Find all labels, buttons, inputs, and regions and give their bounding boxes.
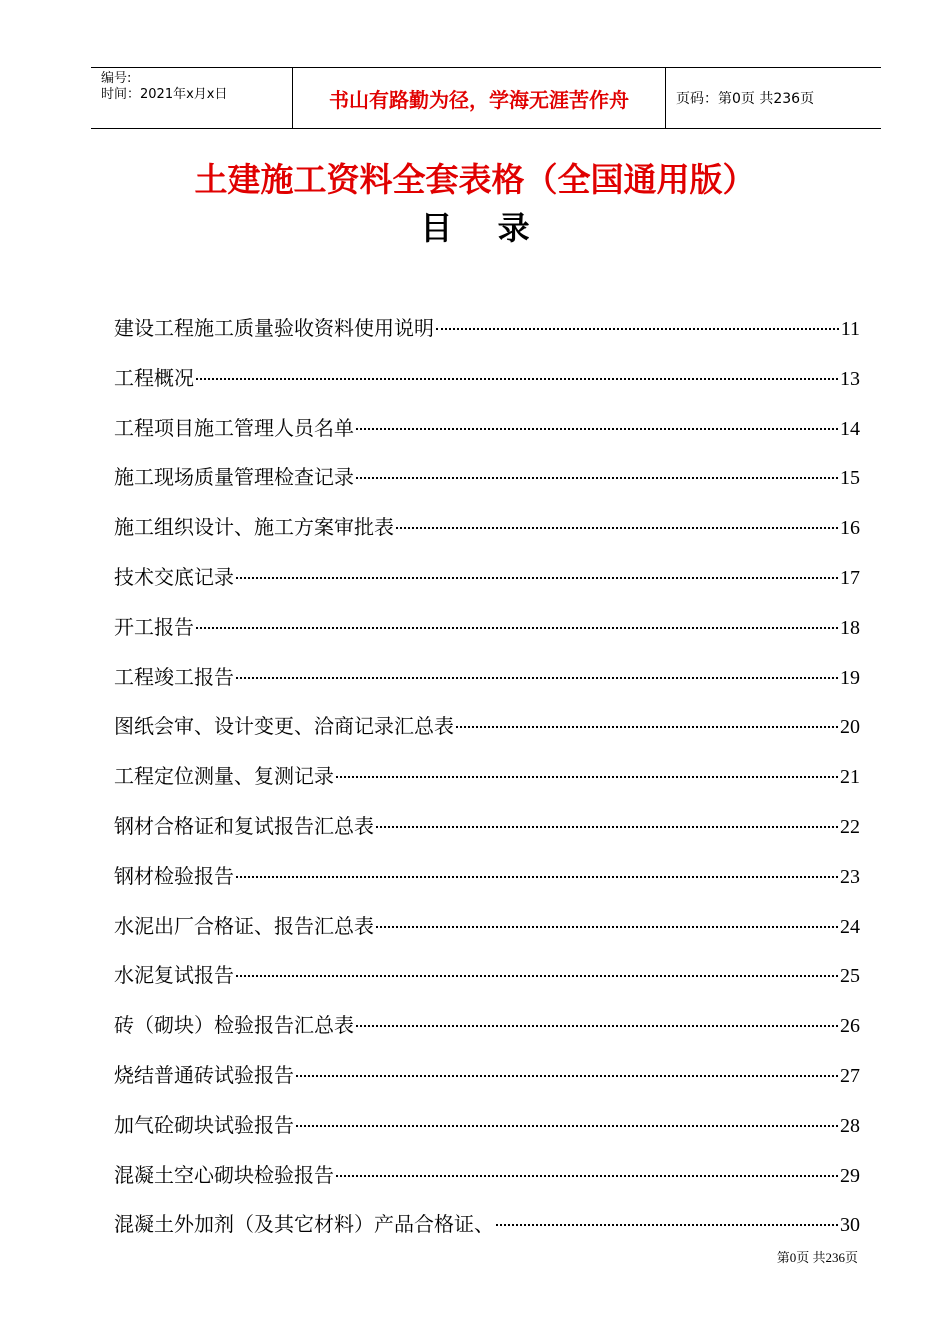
toc-dot-leader [196, 378, 838, 380]
toc-entry[interactable] [114, 655, 860, 705]
document-title: 土建施工资料全套表格（全国通用版） [194, 160, 756, 199]
toc-dot-leader [356, 428, 838, 430]
toc-dot-leader [396, 527, 838, 529]
toc-entry[interactable] [114, 605, 860, 655]
toc-entry[interactable] [114, 1153, 860, 1203]
toc-entry-title: 烧结普通砖试验报告 [114, 1062, 294, 1087]
page-header [91, 67, 881, 129]
table-of-contents [114, 306, 860, 1252]
toc-entry[interactable] [114, 505, 860, 555]
toc-entry-title: 图纸会审、设计变更、洽商记录汇总表 [114, 714, 454, 739]
toc-entry[interactable] [114, 904, 860, 954]
toc-entry-title: 砖（砌块）检验报告汇总表 [114, 1013, 354, 1038]
toc-heading: 目 录 [420, 209, 530, 247]
toc-entry-title: 施工现场质量管理检查记录 [114, 465, 354, 490]
toc-entry-title: 施工组织设计、施工方案审批表 [114, 515, 394, 540]
toc-entry-page: 15 [840, 467, 860, 490]
toc-entry-title: 工程概况 [114, 365, 194, 390]
toc-entry-page: 18 [840, 616, 860, 639]
toc-entry[interactable] [114, 306, 860, 356]
toc-entry[interactable] [114, 555, 860, 605]
toc-entry-page: 14 [840, 417, 860, 440]
toc-entry-page: 28 [840, 1114, 860, 1137]
toc-entry-title: 工程项目施工管理人员名单 [114, 415, 354, 440]
toc-entry-title: 工程定位测量、复测记录 [114, 764, 334, 789]
page-footer: 第0页 共236页 [776, 1250, 858, 1265]
header-number: 编号: [101, 71, 132, 86]
toc-entry-page: 22 [840, 815, 860, 838]
toc-entry[interactable] [114, 1053, 860, 1103]
toc-entry-title: 开工报告 [114, 614, 194, 639]
toc-entry[interactable] [114, 356, 860, 406]
toc-entry-page: 27 [840, 1064, 860, 1087]
toc-entry-page: 21 [840, 766, 860, 789]
toc-entry[interactable] [114, 455, 860, 505]
toc-entry[interactable] [114, 953, 860, 1003]
toc-entry-page: 30 [840, 1214, 860, 1237]
toc-entry[interactable] [114, 1003, 860, 1053]
toc-entry-page: 16 [840, 517, 860, 540]
toc-entry-title: 钢材合格证和复试报告汇总表 [114, 813, 374, 838]
toc-entry[interactable] [114, 1103, 860, 1153]
toc-entry-title: 技术交底记录 [114, 564, 234, 589]
toc-dot-leader [236, 975, 838, 977]
toc-dot-leader [496, 1224, 838, 1226]
toc-entry-page: 13 [840, 367, 860, 390]
toc-dot-leader [336, 776, 838, 778]
toc-dot-leader [456, 726, 838, 728]
toc-entry-title: 混凝土空心砌块检验报告 [114, 1162, 334, 1187]
toc-entry-page: 25 [840, 965, 860, 988]
toc-entry-page: 19 [840, 666, 860, 689]
toc-entry[interactable] [114, 704, 860, 754]
header-meta [91, 68, 293, 128]
toc-entry-page: 23 [840, 865, 860, 888]
header-time: 时间：2021年x月x日 [101, 87, 228, 102]
toc-dot-leader [236, 577, 838, 579]
toc-dot-leader [356, 477, 838, 479]
toc-entry-page: 29 [840, 1164, 860, 1187]
toc-entry-title: 水泥复试报告 [114, 963, 234, 988]
toc-entry[interactable] [114, 804, 860, 854]
toc-dot-leader [296, 1125, 838, 1127]
toc-dot-leader [296, 1075, 838, 1077]
header-page-info: 页码：第0页 共236页 [676, 91, 815, 107]
toc-entry-title: 工程竣工报告 [114, 664, 234, 689]
toc-dot-leader [356, 1025, 838, 1027]
toc-dot-leader [236, 677, 838, 679]
toc-dot-leader [236, 876, 838, 878]
toc-entry[interactable] [114, 854, 860, 904]
header-motto: 书山有路勤为径，学海无涯苦作舟 [293, 68, 666, 128]
toc-entry[interactable] [114, 406, 860, 456]
toc-dot-leader [436, 328, 839, 330]
toc-dot-leader [196, 627, 838, 629]
toc-dot-leader [376, 826, 838, 828]
toc-entry-page: 26 [840, 1015, 860, 1038]
toc-entry-page: 20 [840, 716, 860, 739]
toc-dot-leader [376, 926, 838, 928]
toc-entry-title: 建设工程施工质量验收资料使用说明 [114, 316, 434, 340]
toc-dot-leader [336, 1175, 838, 1177]
toc-entry-title: 水泥出厂合格证、报告汇总表 [114, 913, 374, 938]
toc-entry-page: 11 [840, 318, 860, 340]
toc-entry[interactable] [114, 754, 860, 804]
toc-entry-page: 17 [840, 566, 860, 589]
toc-entry-title: 混凝土外加剂（及其它材料）产品合格证、 [114, 1212, 494, 1237]
toc-entry-title: 加气砼砌块试验报告 [114, 1112, 294, 1137]
toc-entry-title: 钢材检验报告 [114, 863, 234, 888]
toc-entry-page: 24 [840, 915, 860, 938]
toc-entry[interactable] [114, 1202, 860, 1252]
